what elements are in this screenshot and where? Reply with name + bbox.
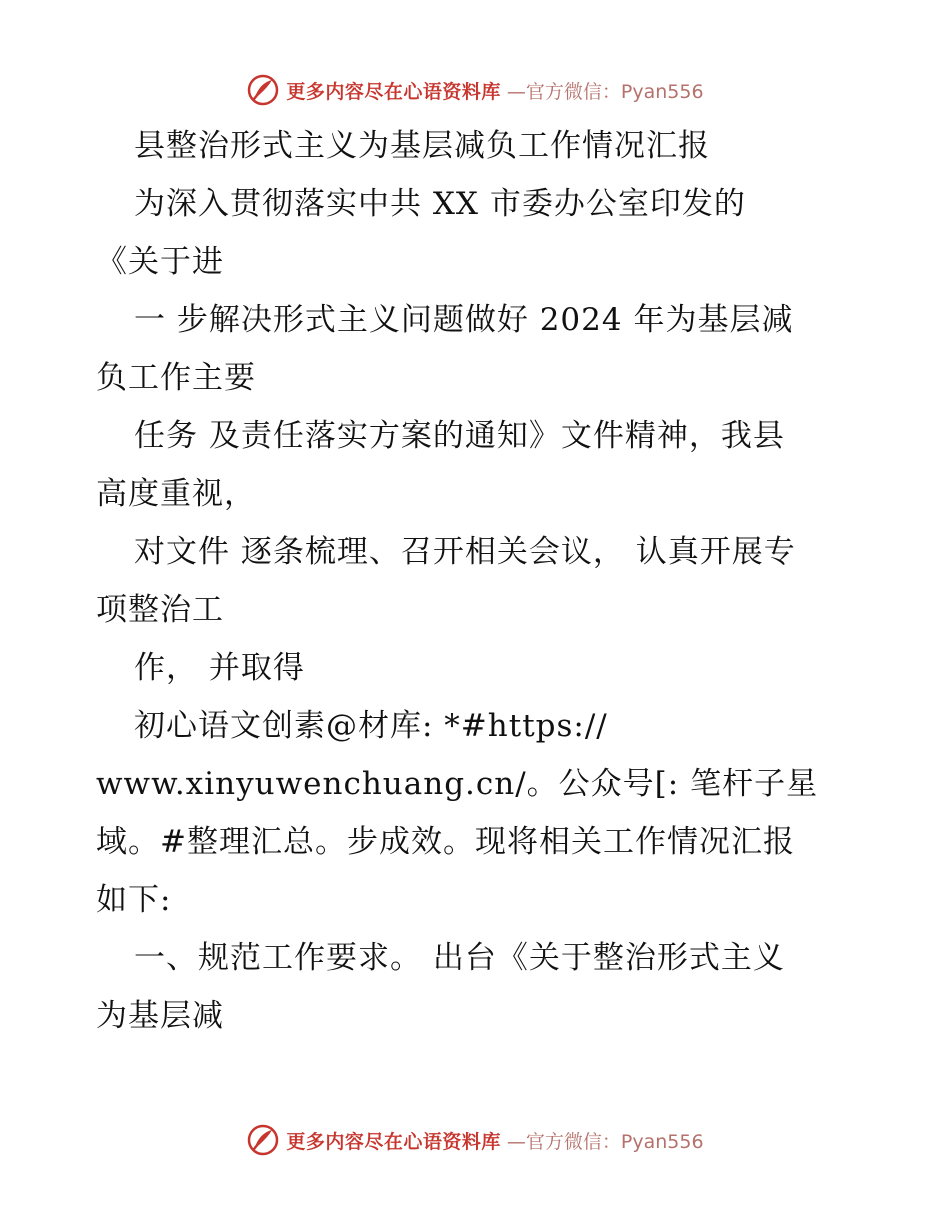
paragraph-line: 项整治工 — [96, 592, 224, 628]
document-title: 县整治形式主义为基层减负工作情况汇报 — [134, 128, 710, 164]
footer-banner-inner — [246, 1123, 703, 1157]
brush-logo-icon — [246, 1123, 280, 1157]
paragraph-line: 为深入贯彻落实中共 XX 市委办公室印发的 — [134, 186, 746, 222]
paragraph-line: 负工作主要 — [96, 360, 256, 396]
paragraph-line: 如下: — [96, 882, 172, 918]
paragraph-line: www.xinyuwenchuang.cn/。公众号[: 笔杆子星 — [96, 766, 819, 802]
paragraph-line: 作， 并取得 — [134, 650, 305, 686]
paragraph-line: 为基层减 — [96, 998, 224, 1034]
header-brand-text: 更多内容尽在心语资料库 — [286, 80, 501, 103]
paragraph-line: 一 步解决形式主义问题做好 2024 年为基层减 — [134, 302, 794, 338]
header-wechat-text: —官方微信：Pyan556 — [506, 80, 704, 103]
paragraph-line: 《关于进 — [96, 244, 224, 280]
paragraph-line: 一、规范工作要求。 出台《关于整治形式主义 — [134, 940, 785, 976]
paragraph-line: 域。#整理汇总。步成效。现将相关工作情况汇报 — [96, 824, 795, 860]
footer-brand-text: 更多内容尽在心语资料库 — [286, 1130, 501, 1153]
paragraph-line: 对文件 逐条梳理、召开相关会议， 认真开展专 — [134, 534, 796, 570]
footer-wechat-text: —官方微信：Pyan556 — [506, 1130, 704, 1153]
paragraph-line: 高度重视， — [96, 476, 256, 512]
footer-banner — [0, 1120, 950, 1160]
paragraph-line: 初心语文创素@材库: *#https:// — [134, 708, 608, 744]
paragraph-line: 任务 及责任落实方案的通知》文件精神，我县 — [134, 418, 785, 454]
